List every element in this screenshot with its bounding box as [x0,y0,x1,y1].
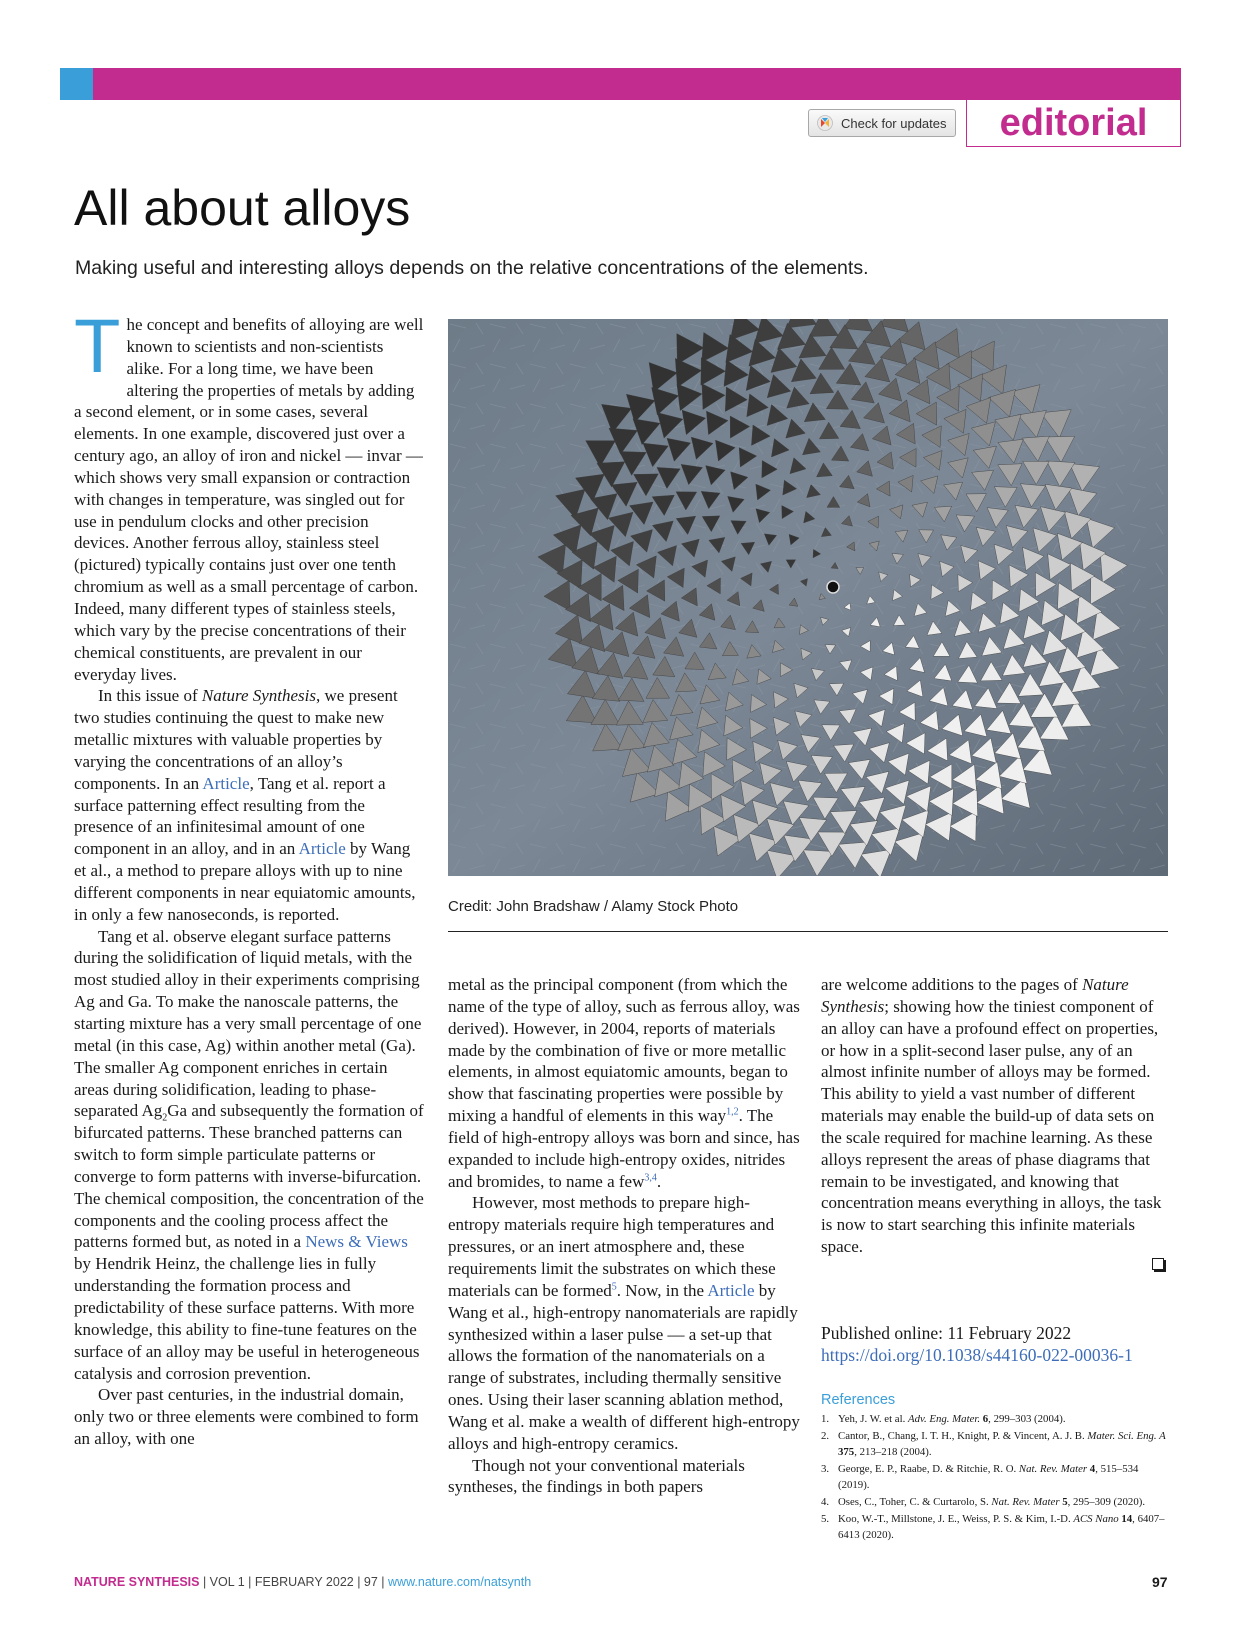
reference-number: 3. [821,1462,830,1475]
paragraph-text: he concept and benefits of alloying are well known to scientists and non-scientists alike. For a long time, we have been altering the properties of metals by adding a second element, or in some cases, several elements. In one example, discovered just over a century ago, an alloy of iron and nickel — invar — which shows very small expansion or contraction with changes in temperature, was singled out for use in pendulum clocks and other precision devices. Another ferrous alloy, stainless steel (pictured) typically contains just over one tenth chromium as well as a small percentage of carbon. Indeed, many different types of stainless steels, which vary by the precise concentrations of their chemical constituents, are prevalent in our everyday lives. [74,315,424,684]
paragraph [74,685,424,925]
text-run: ; showing how the tiniest component of an alloy can have a profound effect on properties, or how in a split-second laser pulse, any of an almost infinite number of alloys may be formed. This ability to yield a vast number of different materials may enable the build-up of data sets on the scale required for machine learning. As these alloys represent the areas of phase diagrams that remain to be investigated, and knowing that concentration means everything in alloys, the task is now to start searching this infinite materials space. [821,996,1162,1257]
body-column-3 [821,974,1171,1258]
reference-number: 1. [821,1413,830,1425]
reference-journal: Mater. Sci. Eng. A [1087,1429,1166,1442]
reference-authors: Yeh, J. W. et al. [838,1413,908,1425]
reference-authors: Cantor, B., Chang, I. T. H., Knight, P. & Vincent, A. J. B. [838,1429,1088,1442]
header-bar-blue-block [60,68,93,100]
paragraph [74,926,424,1385]
check-for-updates-button[interactable] [808,109,956,137]
reference-item [821,1494,1171,1511]
reference-item [821,1428,1171,1461]
references-heading: References [821,1392,896,1408]
text-run: , we present two studies continuing the quest to make new metallic mixtures with valuable properties by varying the concentrations of an alloy’s components. In an [74,686,398,793]
paragraph: Over past centuries, in the industrial domain, only two or three elements were combined to form an alloy, with one [74,1385,419,1449]
text-run: are welcome additions to the pages of [821,975,1083,994]
page-number: 97 [1152,1574,1168,1590]
text-run: . Now, in the [616,1280,708,1300]
article-title: All about alloys [74,180,411,236]
reference-authors: Oses, C., Toher, C. & Curtarolo, S. [838,1495,992,1508]
reference-journal: ACS Nano [1073,1512,1119,1525]
body-column-2 [448,974,800,1498]
page-footer [74,1575,531,1589]
footer-issue: | VOL 1 | FEBRUARY 2022 | 97 | [199,1575,389,1589]
reference-number: 4. [821,1495,830,1508]
reference-volume: 375 [838,1446,855,1459]
text-run: Tang et al. observe elegant surface patterns during the solidification of liquid metals, with the most studied alloy in their experiments comprising Ag and Ga. To make the nanoscale patterns, the starting mixture has a very small percentage of one metal (in this case, Ag) within another metal (Ga). The smaller Ag component enriches in certain areas during solidification, leading to phase-separated Ag [74,926,422,1121]
reference-pages: , 213–218 (2004). [854,1446,932,1459]
text-run: Ga and subsequently the formation of bifurcated patterns. These branched patterns can switch to form simple particulate patterns or converge to form patterns with inverse-bifurcation. The chemical composition, the concentration of the components and the cooling process affect the patterns formed but, as noted in a [74,1101,424,1252]
citation-link[interactable]: 3,4 [644,1171,657,1183]
text-run: metal as the principal component (from which the name of the type of alloy, such as ferrous alloy, was derived). However, in 2004, reports of materials made by the combination of five or more metallic elements, in almost equiatomic amounts, began to show that fascinating properties were possible by mixing a handful of elements in this way [448,975,800,1126]
reference-volume: 4 [1087,1462,1096,1475]
text-run: , Tang et al. report a surface patterning effect resulting from the presence of an infinitesimal amount of one component in an alloy, and in an [74,773,386,859]
paragraph [448,974,800,1192]
header-bar-pink [93,68,1181,100]
reference-volume: 5 [1059,1495,1068,1508]
reference-number: 5. [821,1512,830,1525]
reference-number: 2. [821,1429,830,1442]
footer-url-link[interactable]: www.nature.com/natsynth [388,1575,532,1589]
article-link-wang[interactable]: Article [298,839,346,859]
photo-credit: Credit: John Bradshaw / Alamy Stock Photo [448,898,739,915]
article-link-wang[interactable]: Article [707,1280,755,1300]
reference-journal: Nat. Rev. Mater [991,1495,1060,1508]
reference-pages: , 295–309 (2020). [1067,1495,1146,1508]
text-run: In this issue of [98,686,202,706]
divider [448,931,1168,932]
reference-item [821,1411,1171,1428]
journal-name: Nature Synthesis [201,686,317,706]
drop-cap: T [74,304,121,389]
article-link-tang[interactable]: Article [202,773,250,793]
paragraph [74,304,424,685]
journal-name: Nature Synthesis [821,975,1129,1016]
doi-link[interactable]: https://doi.org/10.1038/s44160-022-00036-1 [821,1345,1133,1365]
reference-authors: Koo, W.-T., Millstone, J. E., Weiss, P. S. & Kim, I.-D. [838,1512,1074,1525]
footer-journal: NATURE SYNTHESIS [74,1575,200,1589]
subscript: 2 [162,1112,168,1124]
article-subtitle: Making useful and interesting alloys depends on the relative concentrations of the elements. [75,257,869,279]
end-of-article-icon [1152,1258,1164,1270]
citation-link[interactable]: 1,2 [726,1106,739,1118]
spiral-center-hole [827,581,839,593]
text-run: by Wang et al., high-entropy nanomaterials are rapidly synthesized within a laser pulse — a set-up that allows the formation of the nanomaterials on a range of substrates, including thermally sensitive ones. Using their laser scanning ablation method, Wang et al. make a wealth of different high-entropy alloys and high-entropy ceramics. [448,1280,800,1453]
reference-volume: 6 [980,1413,989,1425]
paragraph [821,974,1171,1258]
paragraph: Though not your conventional materials syntheses, the findings in both papers [448,1455,745,1497]
text-run: . The field of high-entropy alloys was born and since, has expanded to include high-entropy oxides, nitrides and bromides, to name a few [448,1106,800,1191]
body-column-1 [74,304,424,1450]
check-for-updates-label: Check for updates [841,115,947,131]
reference-item [821,1461,1171,1494]
reference-pages: , 299–303 (2004). [988,1413,1066,1425]
news-views-link[interactable]: News & Views [305,1232,408,1252]
crossmark-icon [817,115,833,131]
reference-volume: 14 [1118,1512,1133,1525]
stainless-steel-spiral-photo [448,319,1168,876]
section-label [966,100,1181,147]
reference-pages: , 515–534 (2019). [838,1462,1139,1492]
text-run: by Hendrik Heinz, the challenge lies in fully understanding the formation process and predictability of these surface patterns. With more knowledge, this ability to fine-tune features on the surface of an alloy may be useful in heterogeneous catalysis and corrosion prevention. [74,1254,420,1383]
text-run: by Wang et al., a method to prepare alloys with up to nine different components in near equiatomic amounts, in only a few nanoseconds, is reported. [74,839,416,924]
text-run: However, most methods to prepare high-entropy materials require high temperatures and pressures, or an inert atmosphere and, these requirements limit the substrates on which these materials can be formed [448,1193,776,1300]
published-date: Published online: 11 February 2022 [821,1323,1072,1343]
reference-journal: Nat. Rev. Mater [1018,1462,1088,1475]
citation-link[interactable]: 5 [611,1281,617,1293]
reference-journal: Adv. Eng. Mater. [908,1413,981,1425]
reference-item [821,1511,1171,1544]
reference-authors: George, E. P., Raabe, D. & Ritchie, R. O. [838,1462,1019,1475]
reference-pages: , 6407–6413 (2020). [838,1512,1165,1542]
section-label-text: editorial [999,101,1148,144]
references-list [821,1411,1171,1544]
paragraph [448,1192,800,1454]
text-run: . [656,1171,662,1191]
